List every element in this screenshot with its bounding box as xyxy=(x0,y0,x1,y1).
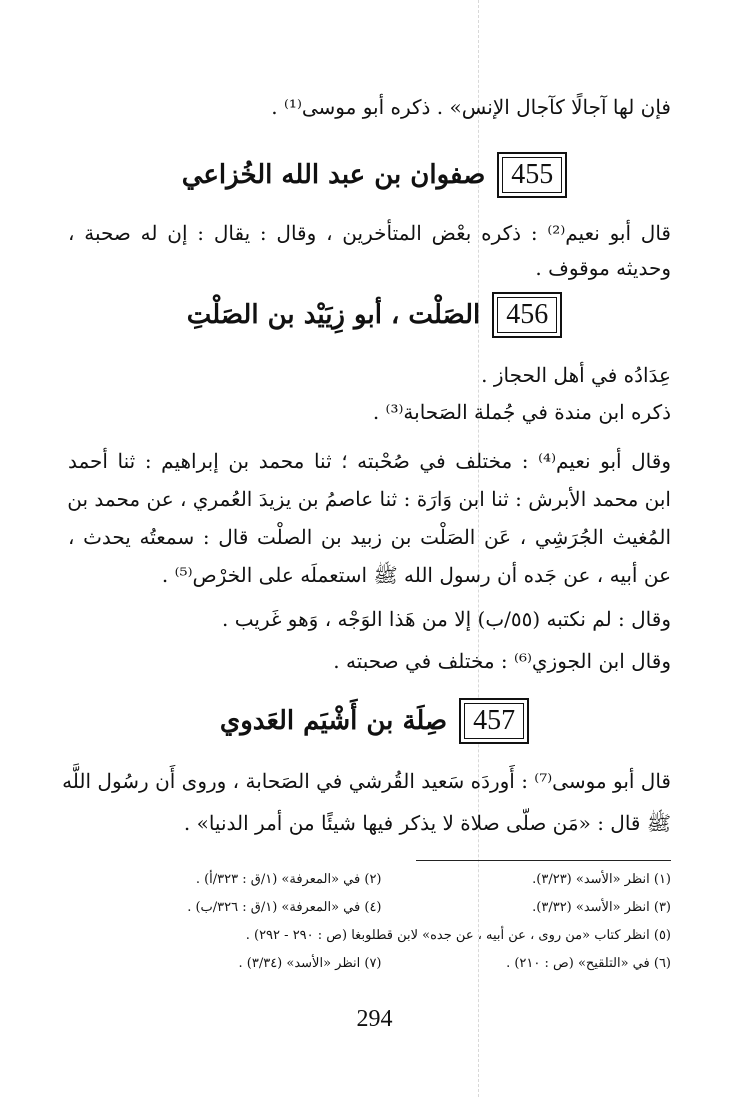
entry-heading-457 xyxy=(120,696,629,746)
footnote-separator xyxy=(416,860,671,861)
paragraph-line: المُغيث الجُرَشِي ، عَن الصَلْت بن زبيد بن الصلْت قال : سمعتُه يحدث ، xyxy=(68,525,671,549)
paragraph-line: وقال أبو نعيم⁽⁴⁾ : مختلف في صُحْبته ؛ ثنا محمد بن إبراهيم : ثنا أحمد xyxy=(68,449,671,473)
footnote-row xyxy=(92,954,671,974)
paragraph-line: وحديثه موقوف . xyxy=(535,256,671,280)
entry-number-box: 457 xyxy=(459,698,529,744)
footnote: (٧) انظر «الأسد» (٣/٣٤) . xyxy=(238,956,382,971)
paragraph-line: ابن محمد الأبرش : ثنا ابن وَارَة : ثنا عاصمُ بن يزيدَ العُمري ، عن محمد بن xyxy=(67,487,671,511)
footnote-row xyxy=(92,898,671,918)
footnote: (٦) في «التلقيح» (ص : ٢١٠) . xyxy=(506,956,671,971)
paragraph-line: ذكره ابن مندة في جُملة الصَحابة⁽³⁾ . xyxy=(372,400,671,424)
footnote: (٢) في «المعرفة» (١/ق : ٣٢٣/أ) . xyxy=(195,872,382,887)
paragraph-line: قال أبو نعيم⁽²⁾ : ذكره بعْض المتأخرين ، وقال : يقال : إن له صحبة ، xyxy=(68,221,671,245)
entry-heading-456 xyxy=(120,290,629,340)
entry-title: الصَلْت ، أبو زِيَيْد بن الصَلْتِ xyxy=(186,300,481,330)
page-number: 294 xyxy=(356,1006,393,1032)
footnote: (٥) انظر كتاب «من روى ، عن أبيه ، عن جده» لابن قطلوبغا (ص : ٢٩٠ - ٢٩٢) . xyxy=(245,928,671,943)
entry-number-box: 455 xyxy=(497,152,567,198)
paragraph-line: ﷺ قال : «مَن صلّى صلاة لا يذكر فيها شيئًا من أمر الدنيا» . xyxy=(183,811,671,835)
footnote: (١) انظر «الأسد» (٣/٢٣). xyxy=(532,872,671,887)
footnote: (٤) في «المعرفة» (١/ق : ٣٢٦/ب) . xyxy=(187,900,382,915)
entry-number-box: 456 xyxy=(492,292,562,338)
entry-title: صفوان بن عبد الله الخُزاعي xyxy=(181,160,486,190)
footnote: (٣) انظر «الأسد» (٣/٣٢). xyxy=(532,900,671,915)
paragraph-line: قال أبو موسى⁽⁷⁾ : أَوردَه سَعيد القُرشي في الصَحابة ، وروى أَن رسُول اللَّه xyxy=(62,769,671,793)
footnote-row xyxy=(92,926,671,946)
paragraph-line: وقال : لم نكتبه (٥٥/ب) إلا من هَذا الوَجْه ، وَهو غَريب . xyxy=(222,607,671,631)
intro-line: فإن لها آجالًا كآجال الإنس» . ذكره أبو موسى⁽¹⁾ . xyxy=(271,95,671,119)
paragraph-line: عن أبيه ، عن جَده أن رسول الله ﷺ استعملَه على الخرْص⁽⁵⁾ . xyxy=(161,563,671,587)
entry-heading-455 xyxy=(120,150,629,200)
paragraph-line: عِدَادُه في أهل الحجاز . xyxy=(481,363,671,387)
paragraph-line: وقال ابن الجوزي⁽⁶⁾ : مختلف في صحبته . xyxy=(333,649,671,673)
footnote-row xyxy=(92,870,671,890)
entry-title: صِلَة بن أَشْيَم العَدوي xyxy=(219,706,448,736)
